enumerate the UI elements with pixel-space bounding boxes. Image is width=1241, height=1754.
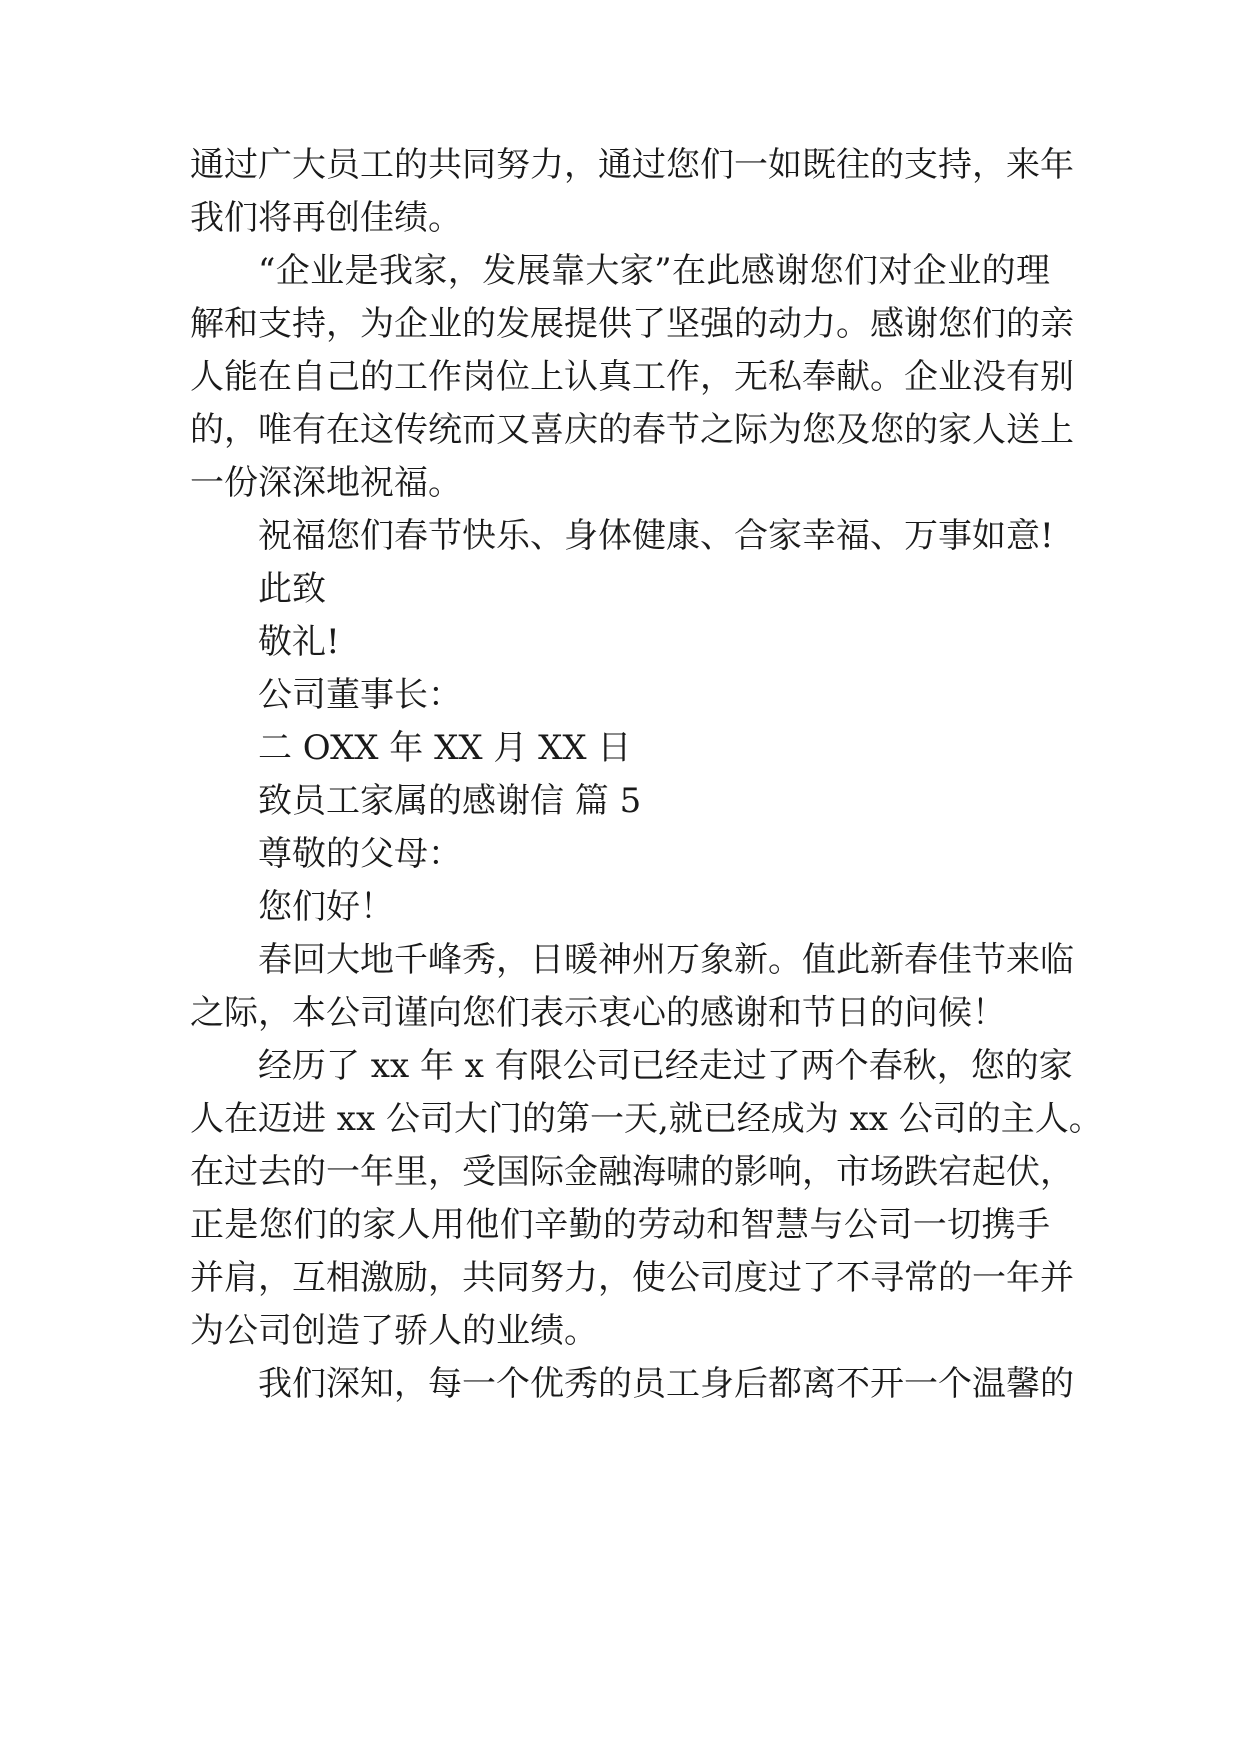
text-line: 解和支持，为企业的发展提供了坚强的动力。感谢您们的亲 [190,304,1074,344]
text-line: 您们好！ [258,887,394,927]
text-line: 人能在自己的工作岗位上认真工作，无私奉献。企业没有别 [190,357,1074,397]
text-line: 春回大地千峰秀，日暖神州万象新。值此新春佳节来临 [258,940,1074,980]
text-line: 我们深知，每一个优秀的员工身后都离不开一个温馨的 [258,1364,1074,1404]
section-heading: 致员工家属的感谢信 篇 5 [258,781,642,821]
text-line: 公司董事长： [258,675,462,715]
text-line: 二 OXX 年 XX 月 XX 日 [258,728,632,768]
text-line: 之际，本公司谨向您们表示衷心的感谢和节日的问候！ [190,993,1006,1033]
text-line: 为公司创造了骄人的业绩。 [190,1311,598,1351]
text-line: 正是您们的家人用他们辛勤的劳动和智慧与公司一切携手 [190,1205,1050,1245]
text-line: 经历了 xx 年 x 有限公司已经走过了两个春秋，您的家 [258,1046,1073,1086]
text-line: 在过去的一年里，受国际金融海啸的影响，市场跌宕起伏， [190,1152,1074,1192]
text-line: 一份深深地祝福。 [190,463,462,503]
text-line: 敬礼! [258,622,340,662]
text-line: 并肩，互相激励，共同努力，使公司度过了不寻常的一年并 [190,1258,1074,1298]
text-line: 祝福您们春节快乐、身体健康、合家幸福、万事如意! [258,516,1054,556]
text-line: 我们将再创佳绩。 [190,198,462,238]
text-line: 人在迈进 xx 公司大门的第一天,就已经成为 xx 公司的主人。 [190,1099,1103,1139]
text-line: 此致 [258,569,326,609]
text-line: 尊敬的父母： [258,834,462,874]
text-line: 的，唯有在这传统而又喜庆的春节之际为您及您的家人送上 [190,410,1074,450]
text-line: 通过广大员工的共同努力，通过您们一如既往的支持，来年 [190,145,1074,185]
text-line: “企业是我家，发展靠大家”在此感谢您们对企业的理 [258,251,1050,291]
